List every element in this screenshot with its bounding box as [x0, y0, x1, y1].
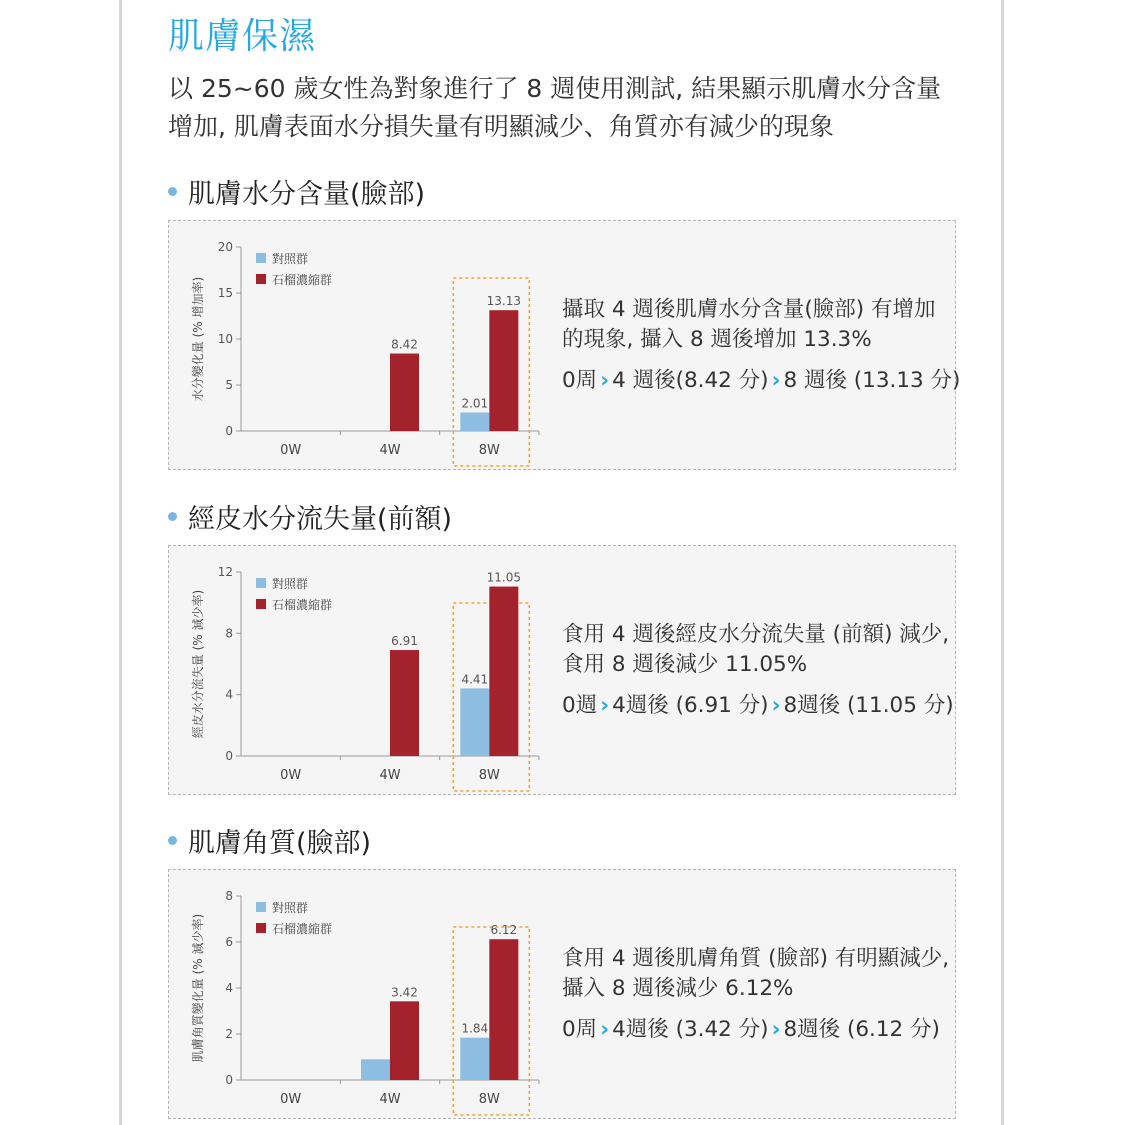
desc-line-2: 食用 8 週後減少 11.05% [562, 652, 808, 677]
y-axis-label: 肌膚角質變化量 (% 減少率) [191, 913, 205, 1063]
y-tick-label: 4 [225, 981, 233, 995]
x-tick-label: 8W [478, 768, 500, 783]
page-title: 肌膚保濕 [168, 16, 317, 57]
chart-box [168, 545, 956, 795]
x-tick-label: 0W [280, 1092, 302, 1107]
y-tick-label: 15 [217, 286, 233, 300]
progress-step-0: 0週 [562, 693, 598, 718]
x-tick-label: 8W [478, 1092, 500, 1107]
desc-line-1: 攝取 4 週後肌膚水分含量(臉部) 有增加 [562, 297, 936, 322]
data-label: 6.91 [391, 634, 418, 649]
legend-label: 石榴濃縮群 [272, 922, 333, 936]
left-border [119, 0, 122, 1125]
bar-treatment [489, 939, 518, 1080]
chevron-right-icon: › [600, 368, 610, 393]
progress-step-2: 8週後 (6.12 分) [783, 1017, 940, 1042]
y-tick-label: 0 [225, 424, 233, 438]
bar-treatment [390, 354, 419, 431]
bar-control [361, 1059, 390, 1080]
chevron-right-icon: › [771, 693, 781, 718]
data-label: 2.01 [461, 396, 489, 411]
bar-treatment [489, 310, 518, 431]
legend-swatch [256, 253, 266, 263]
section-title [168, 172, 958, 212]
y-tick-label: 8 [225, 889, 233, 903]
bar-chart [169, 221, 559, 469]
progress-step-1: 4週後 (6.91 分) [612, 693, 769, 718]
right-border [1001, 0, 1004, 1125]
desc-line-1: 食用 4 週後經皮水分流失量 (前額) 減少, [562, 622, 950, 647]
bar-control [460, 688, 489, 756]
legend-swatch [256, 599, 266, 609]
section-title-text: 肌膚水分含量(臉部) [188, 179, 426, 210]
bar-control [460, 1038, 489, 1080]
x-tick-label: 0W [280, 768, 302, 783]
legend-label: 對照群 [272, 577, 309, 591]
y-tick-label: 0 [225, 749, 233, 763]
y-tick-label: 6 [225, 935, 233, 949]
progress-step-2: 8 週後 (13.13 分) [783, 368, 961, 393]
legend-label: 石榴濃縮群 [272, 598, 333, 612]
data-label: 6.12 [490, 923, 518, 938]
y-tick-label: 4 [225, 687, 233, 702]
bar-treatment [489, 587, 518, 756]
progress-line [562, 1015, 952, 1045]
bullet-icon [168, 187, 177, 196]
chart-description [562, 620, 952, 721]
x-tick-label: 4W [379, 1092, 401, 1107]
bar-control [460, 413, 489, 431]
x-tick-label: 4W [379, 768, 401, 783]
y-axis-label: 經皮水分流失量 (% 減少率) [191, 589, 205, 739]
legend-swatch [256, 578, 266, 588]
y-tick-label: 0 [225, 1073, 233, 1087]
y-axis-label: 水分變化量 (% 增加率) [191, 276, 205, 402]
data-label: 4.41 [461, 672, 489, 687]
intro-line-2: 增加, 肌膚表面水分損失量有明顯減少、角質亦有減少的現象 [168, 112, 834, 141]
bullet-icon [168, 836, 177, 845]
data-label: 11.05 [486, 570, 522, 585]
bar-treatment [390, 1001, 419, 1080]
chevron-right-icon: › [600, 1017, 610, 1042]
y-tick-label: 5 [225, 378, 233, 392]
legend-label: 對照群 [272, 252, 309, 266]
y-tick-label: 8 [225, 626, 233, 641]
x-tick-label: 0W [280, 443, 302, 458]
progress-step-1: 4週後 (3.42 分) [612, 1017, 769, 1042]
progress-step-2: 8週後 (11.05 分) [783, 693, 954, 718]
chart-box [168, 869, 956, 1119]
section-title [168, 497, 958, 537]
progress-step-1: 4 週後(8.42 分) [612, 368, 769, 393]
progress-step-0: 0周 [562, 368, 598, 393]
section-skin-moisture [168, 172, 961, 458]
desc-line-1: 食用 4 週後肌膚角質 (臉部) 有明顯減少, [562, 946, 950, 971]
x-tick-label: 4W [379, 443, 401, 458]
y-tick-label: 20 [217, 240, 233, 254]
progress-line [562, 691, 952, 721]
intro-line-1: 以 25~60 歲女性為對象進行了 8 週使用測試, 結果顯示肌膚水分含量 [168, 74, 942, 103]
y-tick-label: 10 [217, 332, 233, 346]
chart-box [168, 220, 961, 470]
data-label: 8.42 [391, 337, 418, 352]
legend-label: 對照群 [272, 901, 309, 915]
legend-label: 石榴濃縮群 [272, 273, 333, 287]
chevron-right-icon: › [771, 368, 781, 393]
section-title-text: 經皮水分流失量(前額) [188, 504, 453, 535]
chevron-right-icon: › [771, 1017, 781, 1042]
data-label: 13.13 [486, 294, 522, 309]
chevron-right-icon: › [600, 693, 610, 718]
section-skin-keratin [168, 821, 958, 1107]
chart-description [562, 295, 961, 396]
y-tick-label: 12 [217, 565, 233, 579]
bar-treatment [390, 650, 419, 756]
legend-swatch [256, 923, 266, 933]
desc-line-2: 攝入 8 週後減少 6.12% [562, 976, 794, 1001]
data-label: 1.84 [461, 1021, 489, 1036]
legend-swatch [256, 902, 266, 912]
progress-line [562, 366, 961, 396]
section-title [168, 821, 958, 861]
y-tick-label: 2 [225, 1027, 233, 1041]
progress-step-0: 0周 [562, 1017, 598, 1042]
x-tick-label: 8W [478, 443, 500, 458]
intro-text [168, 70, 988, 146]
bar-chart [169, 546, 559, 794]
data-label: 3.42 [391, 985, 418, 1000]
chart-description [562, 944, 952, 1045]
legend-swatch [256, 274, 266, 284]
bar-chart [169, 870, 559, 1118]
section-tewl [168, 497, 958, 783]
bullet-icon [168, 512, 177, 521]
desc-line-2: 的現象, 攝入 8 週後增加 13.3% [562, 327, 872, 352]
section-title-text: 肌膚角質(臉部) [188, 828, 372, 859]
